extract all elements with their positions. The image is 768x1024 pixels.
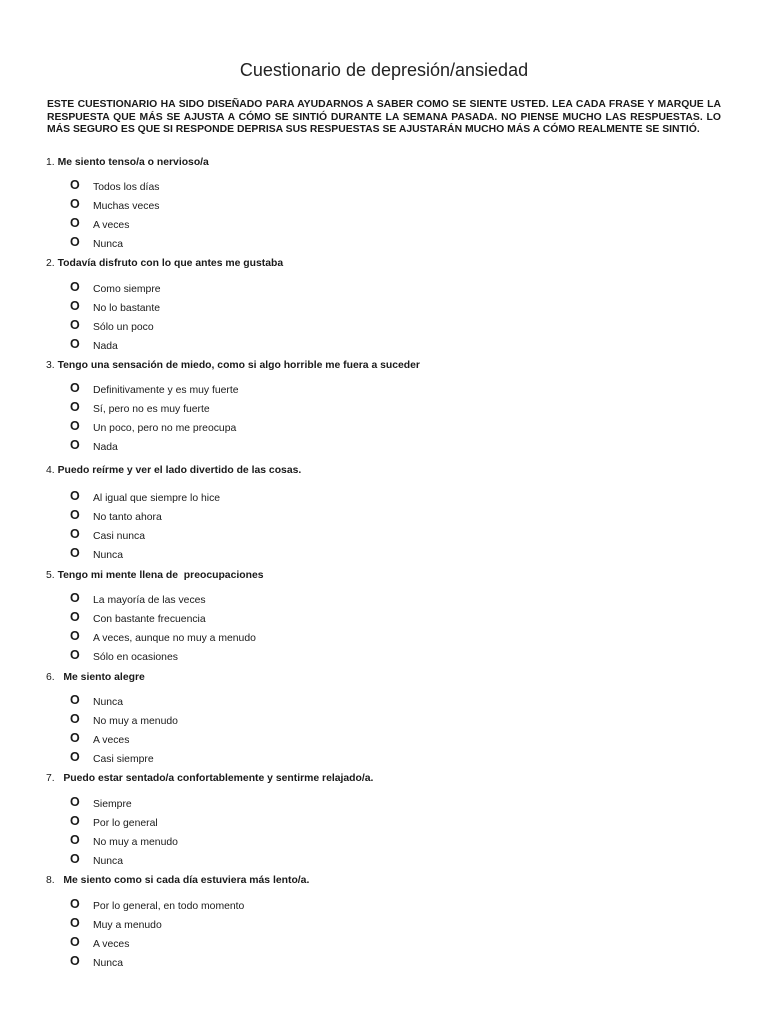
option-item[interactable]	[70, 916, 244, 935]
options-question-8	[70, 897, 244, 973]
option-item[interactable]	[70, 381, 239, 400]
question-text: Tengo mi mente llena de preocupaciones	[57, 570, 264, 581]
question-7	[46, 772, 736, 786]
instructions-paragraph: ESTE CUESTIONARIO HA SIDO DISEÑADO PARA AYUDARNOS A SABER COMO SE SIENTE USTED. LEA CADA FRASE Y MARQUE LA RESPUESTA QUE MÁS SE AJUSTA A CÓMO SE SINTIÓ DURANTE LA SEMANA PASADA. NO PIENSE MUCHO LAS RESPUESTAS. LO MÁS SEGURO ES QUE SI RESPONDE DEPRISA SUS RESPUESTAS SE AJUSTARÁN MUCHO MÁS A CÓMO REALMENTE SE SINTIÓ.	[47, 99, 721, 135]
option-item[interactable]	[70, 935, 244, 954]
option-label: La mayoría de las veces	[93, 595, 206, 606]
option-label: Siempre	[93, 799, 132, 810]
question-text: Puedo estar sentado/a confortablemente y sentirme relajado/a.	[63, 773, 374, 784]
option-label: Nunca	[93, 856, 124, 867]
radio-circle-icon[interactable]: O	[70, 795, 80, 810]
options-question-3	[70, 381, 239, 457]
options-question-4	[70, 489, 220, 565]
option-label: Al igual que siempre lo hice	[93, 493, 221, 504]
radio-circle-icon[interactable]: O	[70, 814, 80, 829]
option-label: Por lo general	[93, 818, 158, 829]
option-label: Nunca	[93, 550, 124, 561]
question-text: Tengo una sensación de miedo, como si algo horrible me fuera a suceder	[57, 360, 420, 371]
option-item[interactable]	[70, 795, 178, 814]
question-number: 3.	[46, 360, 55, 371]
radio-circle-icon[interactable]: O	[70, 197, 80, 212]
radio-circle-icon[interactable]: O	[70, 833, 80, 848]
radio-circle-icon[interactable]: O	[70, 508, 80, 523]
option-label: Nada	[93, 442, 118, 453]
radio-circle-icon[interactable]: O	[70, 954, 80, 969]
page-title: Cuestionario de depresión/ansiedad	[239, 60, 529, 80]
option-item[interactable]	[70, 299, 161, 318]
option-label: Sí, pero no es muy fuerte	[93, 404, 210, 415]
radio-circle-icon[interactable]: O	[70, 489, 80, 504]
option-item[interactable]	[70, 400, 239, 419]
option-label: Como siempre	[93, 284, 161, 295]
option-label: A veces	[93, 939, 130, 950]
options-question-2	[70, 280, 161, 356]
question-number: 7.	[46, 773, 55, 784]
option-item[interactable]	[70, 280, 161, 299]
question-number: 6.	[46, 672, 55, 683]
option-label: Nada	[93, 341, 118, 352]
option-item[interactable]	[70, 419, 239, 438]
radio-circle-icon[interactable]: O	[70, 750, 80, 765]
option-item[interactable]	[70, 712, 178, 731]
option-label: Todos los días	[93, 182, 160, 193]
option-label: A veces, aunque no muy a menudo	[93, 633, 256, 644]
option-item[interactable]	[70, 337, 161, 356]
option-item[interactable]	[70, 235, 159, 254]
option-item[interactable]	[70, 629, 256, 648]
question-number: 8.	[46, 875, 55, 886]
option-label: A veces	[93, 220, 130, 231]
option-item[interactable]	[70, 527, 220, 546]
option-item[interactable]	[70, 438, 239, 457]
radio-circle-icon[interactable]: O	[70, 318, 80, 333]
option-item[interactable]	[70, 197, 159, 216]
question-6	[46, 671, 736, 685]
option-item[interactable]	[70, 731, 178, 750]
question-text: Todavía disfruto con lo que antes me gustaba	[57, 258, 284, 269]
question-number: 5.	[46, 570, 55, 581]
radio-circle-icon[interactable]: O	[70, 178, 80, 193]
radio-circle-icon[interactable]: O	[70, 235, 80, 250]
radio-circle-icon[interactable]: O	[70, 280, 80, 295]
option-label: Por lo general, en todo momento	[93, 901, 245, 912]
radio-circle-icon[interactable]: O	[70, 610, 80, 625]
radio-circle-icon[interactable]: O	[70, 527, 80, 542]
option-label: Con bastante frecuencia	[93, 614, 206, 625]
radio-circle-icon[interactable]: O	[70, 546, 80, 561]
option-item[interactable]	[70, 833, 178, 852]
option-label: Nunca	[93, 697, 124, 708]
radio-circle-icon[interactable]: O	[70, 731, 80, 746]
radio-circle-icon[interactable]: O	[70, 916, 80, 931]
option-item[interactable]	[70, 318, 161, 337]
radio-circle-icon[interactable]: O	[70, 591, 80, 606]
option-label: Nunca	[93, 958, 124, 969]
option-item[interactable]	[70, 954, 244, 973]
radio-circle-icon[interactable]: O	[70, 629, 80, 644]
option-item[interactable]	[70, 648, 256, 667]
option-label: Muchas veces	[93, 201, 160, 212]
option-label: No muy a menudo	[93, 716, 178, 727]
question-text: Me siento como si cada día estuviera más lento/a.	[63, 875, 310, 886]
radio-circle-icon[interactable]: O	[70, 381, 80, 396]
question-text: Me siento alegre	[63, 672, 145, 683]
question-number: 1.	[46, 157, 55, 168]
option-item[interactable]	[70, 489, 220, 508]
option-label: No muy a menudo	[93, 837, 178, 848]
radio-circle-icon[interactable]: O	[70, 852, 80, 867]
option-item[interactable]	[70, 178, 159, 197]
option-label: Un poco, pero no me preocupa	[93, 423, 237, 434]
question-3	[46, 359, 736, 373]
radio-circle-icon[interactable]: O	[70, 648, 80, 663]
option-item[interactable]	[70, 216, 159, 235]
radio-circle-icon[interactable]: O	[70, 400, 80, 415]
option-item[interactable]	[70, 610, 256, 629]
option-item[interactable]	[70, 693, 178, 712]
option-item[interactable]	[70, 750, 178, 769]
question-4	[46, 464, 736, 478]
radio-circle-icon[interactable]: O	[70, 216, 80, 231]
options-question-1	[70, 178, 159, 254]
radio-circle-icon[interactable]: O	[70, 935, 80, 950]
options-question-7	[70, 795, 178, 871]
option-item[interactable]	[70, 897, 244, 916]
option-item[interactable]	[70, 591, 256, 610]
option-label: Casi nunca	[93, 531, 145, 542]
option-label: Muy a menudo	[93, 920, 162, 931]
radio-circle-icon[interactable]: O	[70, 337, 80, 352]
question-number: 4.	[46, 465, 55, 476]
question-number: 2.	[46, 258, 55, 269]
question-1	[46, 156, 736, 170]
option-label: Definitivamente y es muy fuerte	[93, 385, 239, 396]
option-label: A veces	[93, 735, 130, 746]
radio-circle-icon[interactable]: O	[70, 693, 80, 708]
option-label: Sólo un poco	[93, 322, 154, 333]
option-item[interactable]	[70, 852, 178, 871]
option-label: Casi siempre	[93, 754, 154, 765]
option-item[interactable]	[70, 508, 220, 527]
option-item[interactable]	[70, 814, 178, 833]
question-8	[46, 874, 736, 888]
option-label: No lo bastante	[93, 303, 161, 314]
option-label: Nunca	[93, 239, 124, 250]
radio-circle-icon[interactable]: O	[70, 299, 80, 314]
radio-circle-icon[interactable]: O	[70, 897, 80, 912]
question-5	[46, 569, 736, 583]
option-label: No tanto ahora	[93, 512, 162, 523]
option-label: Sólo en ocasiones	[93, 652, 178, 663]
question-text: Puedo reírme y ver el lado divertido de las cosas.	[57, 465, 302, 476]
question-text: Me siento tenso/a o nervioso/a	[57, 157, 209, 168]
options-question-6	[70, 693, 178, 769]
radio-circle-icon[interactable]: O	[70, 419, 80, 434]
radio-circle-icon[interactable]: O	[70, 438, 80, 453]
question-2	[46, 257, 736, 271]
options-question-5	[70, 591, 256, 667]
option-item[interactable]	[70, 546, 220, 565]
radio-circle-icon[interactable]: O	[70, 712, 80, 727]
